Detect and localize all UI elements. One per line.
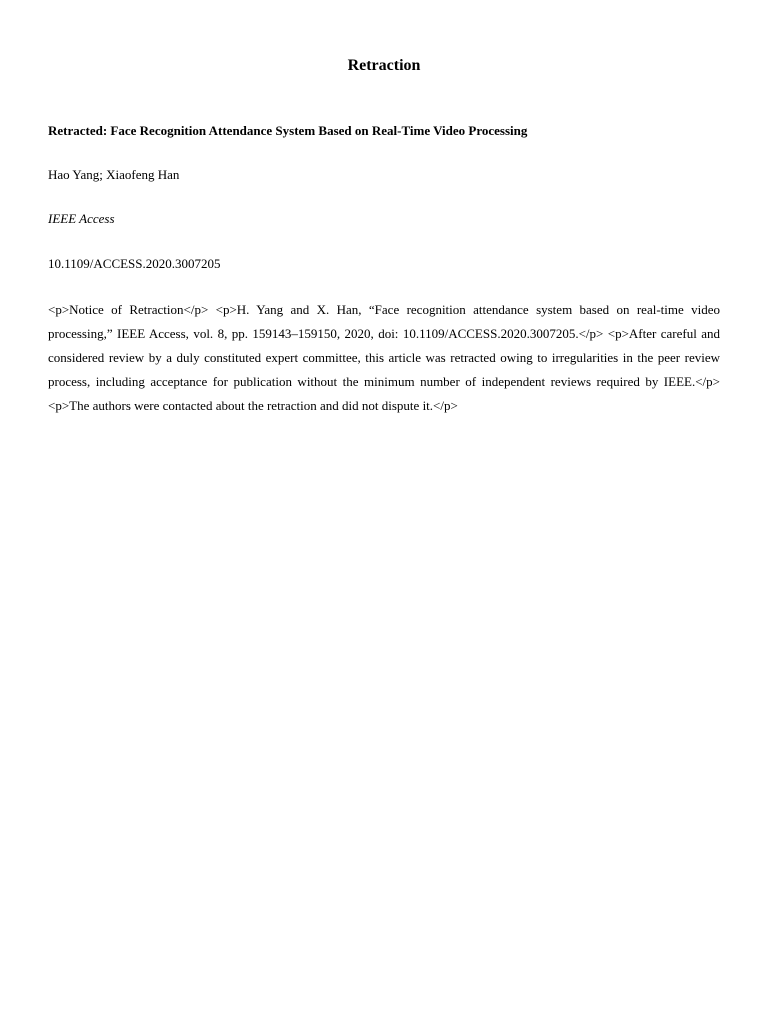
journal-name: IEEE Access <box>48 211 115 226</box>
retraction-notice-text: <p>Notice of Retraction</p> <p>H. Yang and X. Han, “Face recognition attendance system based on real-time video processing,” IEEE Access, vol. 8, pp. 159143–159150, 2020, doi: 10.1109/ACCESS.2020.3007205.</p> <p>After careful and considered review by a duly constituted expert committee, this article was retracted owing to irregularities in the peer review process, including acceptance for publication without the minimum number of independent reviews required by IEEE.</p> <p>The authors were contacted about the retraction and did not dispute it.</p> <box>48 302 720 413</box>
page-heading: Retraction <box>347 57 421 74</box>
article-title: Retracted: Face Recognition Attendance System Based on Real-Time Video Processing <box>48 123 528 138</box>
article-doi: 10.1109/ACCESS.2020.3007205 <box>48 256 221 271</box>
article-authors: Hao Yang; Xiaofeng Han <box>48 167 180 182</box>
